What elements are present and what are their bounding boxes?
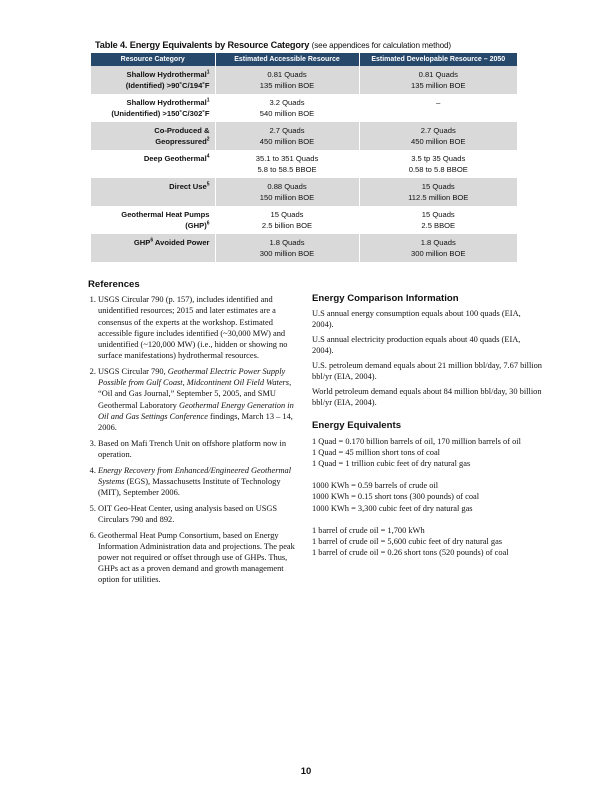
- table-row: [91, 234, 517, 262]
- reference-item: 2. USGS Circular 790, Geothermal Electric Power Supply Possible from Gulf Coast, Midcontinent Oil Field Waters, “Oil and Gas Journal,” September 5, 2005, and SMU Geothermal Laboratory Geothermal Energy Generation in Oil and Gas Settings Conference findings, March 13 – 14, 2006.: [98, 366, 300, 433]
- table-caption: [95, 40, 525, 50]
- accessible-resource-cell: 35.1 to 351 Quads 5.8 to 58.5 BBOE: [215, 150, 359, 178]
- table-header-row: [91, 53, 517, 66]
- resource-category-cell: Geothermal Heat Pumps (GHP)$^6$: [91, 206, 215, 234]
- resource-category-cell: Co-Produced & Geopressured$^2$: [91, 122, 215, 150]
- developable-resource-cell: 1.8 Quads 300 million BOE: [359, 234, 517, 262]
- developable-resource-cell: 0.81 Quads 135 million BOE: [359, 66, 517, 94]
- resource-category-cell: Shallow Hydrothermal$^1$ (Unidentified) >150˚C/302˚F: [91, 94, 215, 122]
- barrel-equivalents: [312, 525, 544, 559]
- table-row: [91, 150, 517, 178]
- energy-equivalents-table: [91, 53, 517, 262]
- energy-info-column: [312, 293, 544, 569]
- references-list: [86, 294, 300, 585]
- reference-item: 1. USGS Circular 790 (p. 157), includes identified and unidentified resources; 2015 and later estimates are a consensus of the experts at the workshop. Estimated accessible figure includes identified (~30,000 MW) and unidentified (~120,000 MW) (i.e., hidden or showing no surface manifestations) hydrothermal resources.: [98, 294, 300, 361]
- developable-resource-cell: 2.7 Quads 450 million BOE: [359, 122, 517, 150]
- reference-item: 6. Geothermal Heat Pump Consortium, based on Energy Information Administration data and projections. The peak power not required or offset through use of GHPs. Thus, GHPs act as a proven demand and growth management option for utilities.: [98, 530, 300, 586]
- equivalence-line: 1000 KWh = 0.59 barrels of crude oil: [312, 481, 439, 491]
- equivalence-line: 1000 KWh = 3,300 cubic feet of dry natural gas: [312, 503, 473, 513]
- table-row: [91, 178, 517, 206]
- accessible-resource-cell: 0.81 Quads 135 million BOE: [215, 66, 359, 94]
- developable-resource-cell: –: [359, 94, 517, 122]
- table-title: Table 4. Energy Equivalents by Resource Category: [95, 40, 310, 50]
- accessible-resource-cell: 15 Quads 2.5 billion BOE: [215, 206, 359, 234]
- equivalence-line: 1 barrel of crude oil = 1,700 kWh: [312, 525, 425, 535]
- accessible-resource-cell: 0.88 Quads 150 million BOE: [215, 178, 359, 206]
- reference-item: 4. Energy Recovery from Enhanced/Engineered Geothermal Systems (EGS), Massachusetts Institute of Technology (MIT), September 2006.: [98, 465, 300, 499]
- references-heading: References: [88, 279, 140, 290]
- table-row: [91, 206, 517, 234]
- developable-resource-cell: 15 Quads 112.5 million BOE: [359, 178, 517, 206]
- column-header: Resource Category: [91, 53, 215, 66]
- kwh-equivalents: [312, 480, 544, 514]
- developable-resource-cell: 3.5 tp 35 Quads 0.58 to 5.8 BBOE: [359, 150, 517, 178]
- references-section: [86, 279, 300, 590]
- comparison-paragraph: U.S annual energy consumption equals about 100 quads (EIA, 2004).: [312, 309, 521, 330]
- equivalence-line: 1 barrel of crude oil = 5,600 cubic feet of dry natural gas: [312, 536, 503, 546]
- resource-category-cell: GHP$^6$ Avoided Power: [91, 234, 215, 262]
- reference-item: 3. Based on Mafi Trench Unit on offshore platform now in operation.: [98, 438, 300, 460]
- equivalence-line: 1 Quad = 0.170 billion barrels of oil, 170 million barrels of oil: [312, 436, 521, 446]
- accessible-resource-cell: 2.7 Quads 450 million BOE: [215, 122, 359, 150]
- comparison-paragraph: U.S annual electricity production equals about 40 quads (EIA, 2004).: [312, 335, 521, 356]
- accessible-resource-cell: 3.2 Quads 540 million BOE: [215, 94, 359, 122]
- comparison-paragraph: World petroleum demand equals about 84 million bbl/day, 30 billion bbl/yr (EIA, 2004).: [312, 386, 542, 408]
- column-header: Estimated Accessible Resource: [215, 53, 359, 66]
- table-row: [91, 94, 517, 122]
- equivalence-line: 1 barrel of crude oil = 0.26 short tons (520 pounds) of coal: [312, 548, 509, 558]
- developable-resource-cell: 15 Quads 2.5 BBOE: [359, 206, 517, 234]
- energy-equivalents-heading: Energy Equivalents: [312, 420, 402, 432]
- table-row: [91, 66, 517, 94]
- page-number: 10: [300, 766, 312, 777]
- energy-comparison-heading: Energy Comparison Information: [312, 293, 459, 304]
- resource-category-cell: Shallow Hydrothermal$^1$ (Identified) >90˚C/194˚F: [91, 66, 215, 94]
- resource-category-cell: Deep Geothermal$^4$: [91, 150, 215, 178]
- equivalence-line: 1 Quad = 45 million short tons of coal: [312, 447, 441, 457]
- table-subtitle: (see appendices for calculation method): [311, 41, 451, 50]
- equivalence-line: 1000 KWh = 0.15 short tons (300 pounds) of coal: [312, 492, 480, 502]
- resource-category-cell: Direct Use$^5$: [91, 178, 215, 206]
- table-row: [91, 122, 517, 150]
- column-header: Estimated Developable Resource – 2050: [359, 53, 517, 66]
- accessible-resource-cell: 1.8 Quads 300 million BOE: [215, 234, 359, 262]
- comparison-paragraph: U.S. petroleum demand equals about 21 million bbl/day, 7.67 billion bbl/yr (EIA, 2004).: [312, 361, 542, 382]
- equivalence-line: 1 Quad = 1 trillion cubic feet of dry natural gas: [312, 458, 471, 468]
- reference-item: 5. OIT Geo-Heat Center, using analysis based on USGS Circulars 790 and 892.: [98, 503, 300, 525]
- quad-equivalents: [312, 436, 544, 470]
